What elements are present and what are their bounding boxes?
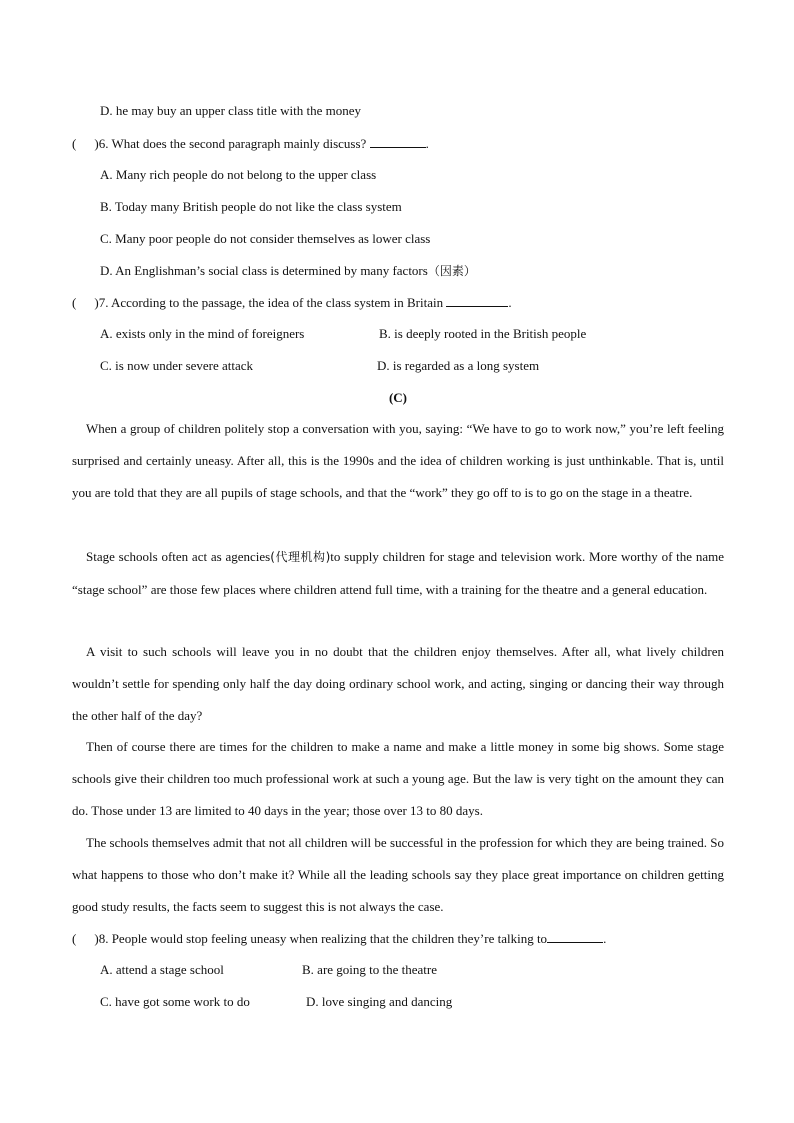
passage-paragraph-2: Stage schools often act as agencies(代理机构)to supply children for stage and television work. More worthy of the name “stage school” are those few places where children attend full time, with a training for the theatre and a general education. bbox=[72, 549, 724, 597]
question-6: ( )6. What does the second paragraph mainly discuss? . bbox=[72, 136, 429, 151]
q7-option-b: B. is deeply rooted in the British people bbox=[379, 326, 587, 341]
q6-option-a: A. Many rich people do not belong to the upper class bbox=[100, 167, 377, 182]
passage-paragraph-5: The schools themselves admit that not all children will be successful in the profession for which they are being trained. So what happens to those who don’t make it? While all the leading schools say they place great importance on children getting good study results, the facts seem to suggest this is not always the case. bbox=[72, 835, 724, 914]
q6-option-b: B. Today many British people do not like the class system bbox=[100, 199, 402, 214]
q8-option-a: A. attend a stage school bbox=[100, 962, 224, 977]
q8-option-d: D. love singing and dancing bbox=[306, 994, 453, 1009]
q6-option-d: D. An Englishman’s social class is determined by many factors（因素） bbox=[100, 263, 476, 278]
question-text: 8. People would stop feeling uneasy when realizing that the children they’re talking to bbox=[98, 931, 548, 946]
answer-paren-close: ) bbox=[94, 136, 99, 151]
answer-paren-open: ( bbox=[72, 136, 77, 151]
q7-option-c: C. is now under severe attack bbox=[100, 358, 254, 373]
passage-paragraph-3: A visit to such schools will leave you in no doubt that the children enjoy themselves. After all, what lively children wouldn’t settle for spending only half the day doing ordinary school work, and acting, singing or dancing their way through the other half of the day? bbox=[72, 644, 724, 723]
prev-question-option-d: D. he may buy an upper class title with the money bbox=[100, 103, 362, 118]
answer-paren-close: ) bbox=[94, 295, 99, 310]
answer-blank bbox=[446, 294, 508, 307]
q8-option-b: B. are going to the theatre bbox=[302, 962, 438, 977]
answer-paren-close: ) bbox=[94, 931, 99, 946]
question-text: 7. According to the passage, the idea of the class system in Britain bbox=[98, 295, 444, 310]
passage-paragraph-1: When a group of children politely stop a conversation with you, saying: “We have to go to work now,” you’re left feeling surprised and certainly uneasy. After all, this is the 1990s and the idea of children working is just unthinkable. That is, until you are told that they are all pupils of stage schools, and that the “work” they go off to is to go on the stage in a theatre. bbox=[72, 421, 724, 500]
q6-option-c: C. Many poor people do not consider themselves as lower class bbox=[100, 231, 431, 246]
section-heading: (C) bbox=[388, 390, 408, 405]
answer-blank bbox=[547, 930, 603, 943]
answer-paren-open: ( bbox=[72, 931, 77, 946]
answer-paren-open: ( bbox=[72, 295, 77, 310]
chinese-gloss: (代理机构) bbox=[270, 550, 331, 564]
answer-blank bbox=[370, 135, 426, 148]
q7-option-d: D. is regarded as a long system bbox=[377, 358, 540, 373]
passage-paragraph-4: Then of course there are times for the children to make a name and make a little money in some big shows. Some stage schools give their children too much professional work at such a young age. But the law is very tight on the amount they can do. Those under 13 are limited to 40 days in the year; those over 13 to 80 days. bbox=[72, 739, 724, 818]
question-8: ( )8. People would stop feeling uneasy when realizing that the children they’re talking to . bbox=[72, 931, 607, 946]
chinese-gloss: （因素） bbox=[427, 264, 476, 278]
q8-option-c: C. have got some work to do bbox=[100, 994, 250, 1009]
question-text: 6. What does the second paragraph mainly discuss? bbox=[98, 136, 367, 151]
question-7: ( )7. According to the passage, the idea of the class system in Britain . bbox=[72, 295, 512, 310]
q7-option-a: A. exists only in the mind of foreigners bbox=[100, 326, 305, 341]
